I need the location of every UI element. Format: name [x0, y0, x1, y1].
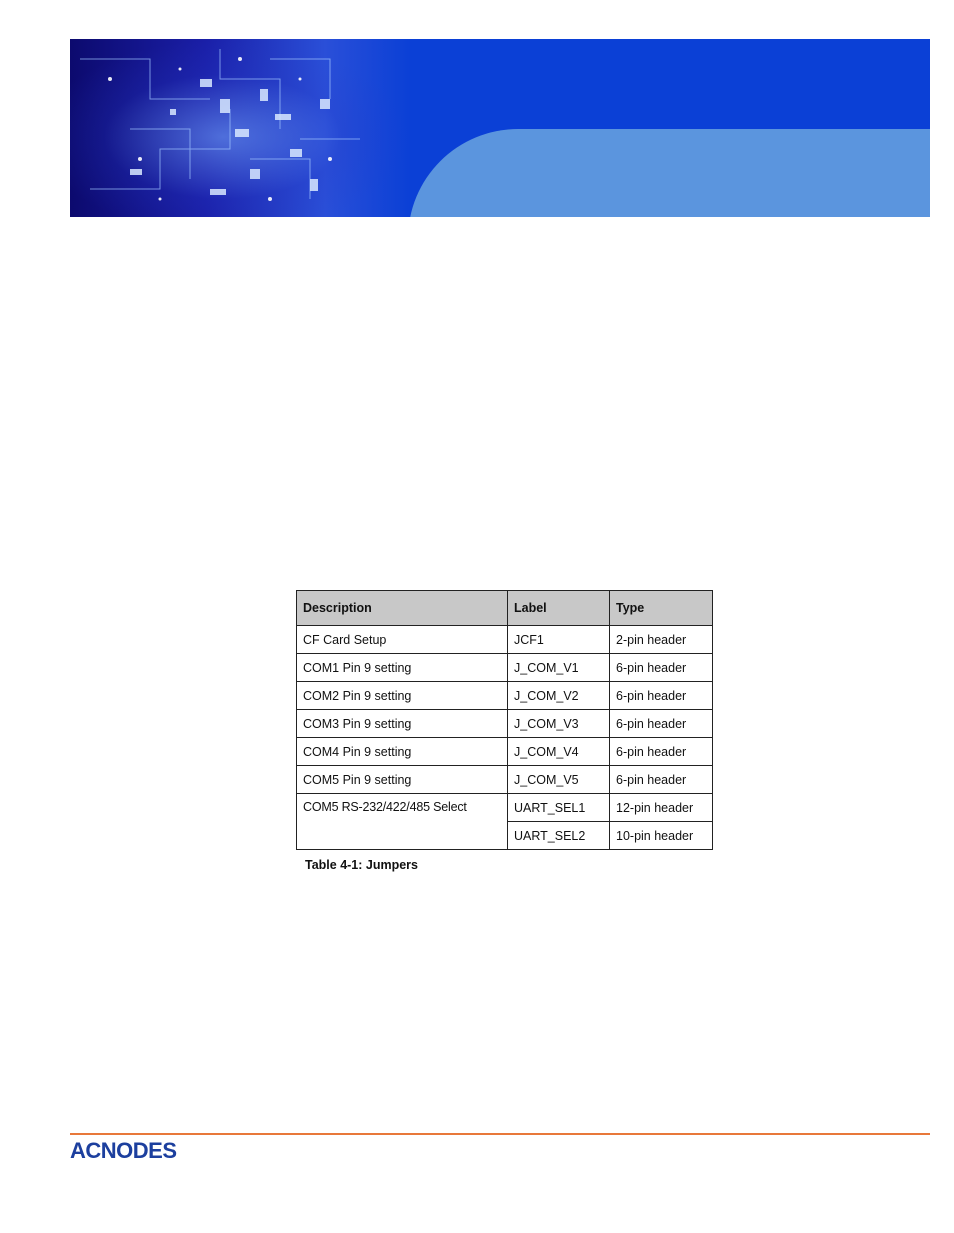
cell-label: UART_SEL1 — [508, 794, 610, 822]
footer-divider — [70, 1133, 930, 1135]
cell-type: 12-pin header — [610, 794, 713, 822]
cell-description: COM4 Pin 9 setting — [297, 738, 508, 766]
cell-type: 6-pin header — [610, 738, 713, 766]
table-row — [297, 766, 713, 794]
header-type: Type — [610, 591, 713, 626]
cell-label: J_COM_V3 — [508, 710, 610, 738]
header-banner — [70, 39, 930, 217]
cell-description: CF Card Setup — [297, 626, 508, 654]
cell-type: 6-pin header — [610, 654, 713, 682]
cell-label: UART_SEL2 — [508, 822, 610, 850]
cell-label: JCF1 — [508, 626, 610, 654]
logo-text: ACNODES — [70, 1138, 177, 1162]
cell-label: J_COM_V5 — [508, 766, 610, 794]
table-row — [297, 682, 713, 710]
cell-type: 10-pin header — [610, 822, 713, 850]
jumpers-table-container — [296, 590, 716, 872]
table-caption: Table 4-1: Jumpers — [305, 858, 419, 872]
jumpers-table — [296, 590, 713, 850]
cell-description: COM5 Pin 9 setting — [297, 766, 508, 794]
cell-type: 6-pin header — [610, 682, 713, 710]
table-row — [297, 654, 713, 682]
table-row — [297, 710, 713, 738]
banner-curve-shape — [408, 129, 930, 217]
cell-description: COM5 RS-232/422/485 Select — [297, 794, 508, 850]
cell-label: J_COM_V2 — [508, 682, 610, 710]
cell-description: COM3 Pin 9 setting — [297, 710, 508, 738]
cell-description: COM1 Pin 9 setting — [297, 654, 508, 682]
table-header-row — [297, 591, 713, 626]
header-label: Label — [508, 591, 610, 626]
acnodes-logo — [70, 1138, 230, 1162]
circuit-board-image — [70, 39, 410, 217]
table-row — [297, 738, 713, 766]
cell-label: J_COM_V4 — [508, 738, 610, 766]
table-row — [297, 626, 713, 654]
cell-label: J_COM_V1 — [508, 654, 610, 682]
cell-type: 6-pin header — [610, 766, 713, 794]
header-description: Description — [297, 591, 508, 626]
cell-description: COM2 Pin 9 setting — [297, 682, 508, 710]
table-row — [297, 794, 713, 822]
cell-type: 6-pin header — [610, 710, 713, 738]
cell-type: 2-pin header — [610, 626, 713, 654]
